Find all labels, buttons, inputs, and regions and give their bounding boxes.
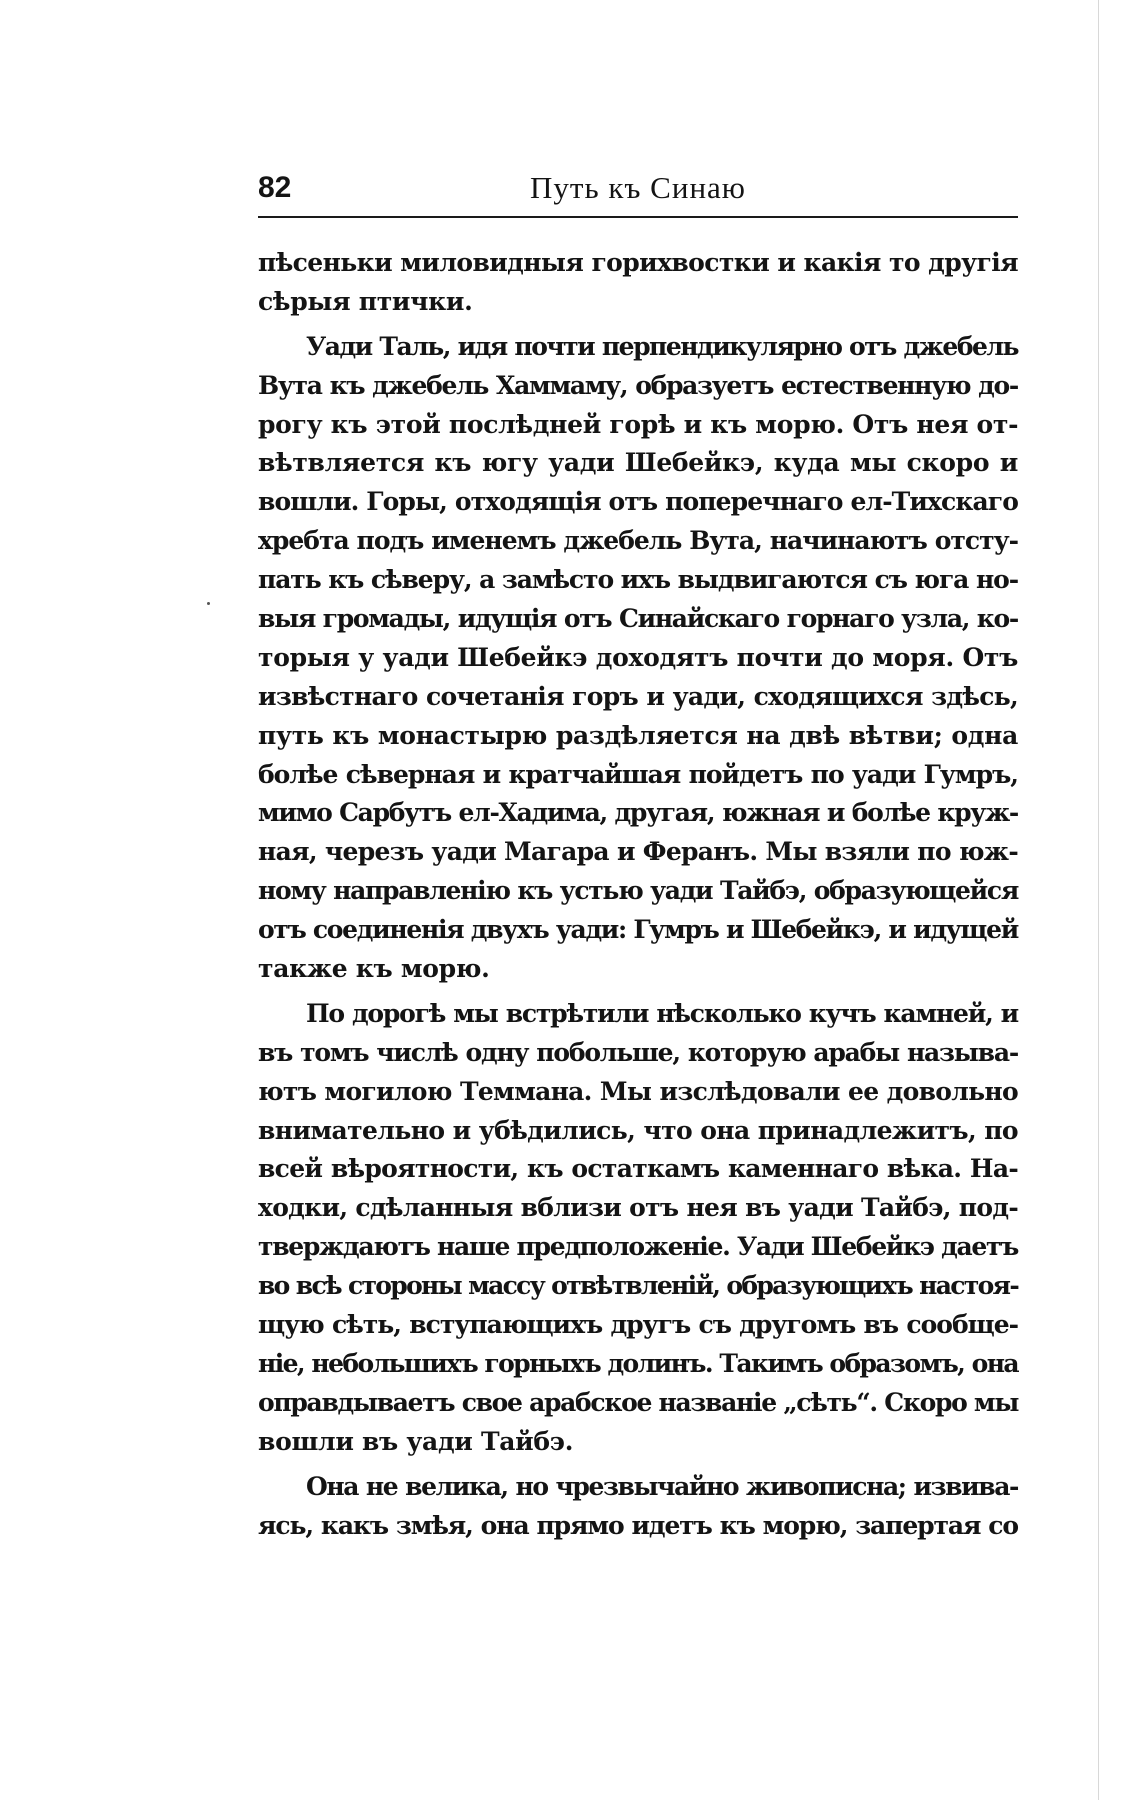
- print-speck: [207, 602, 210, 605]
- text-line: въ томъ числѣ одну побольше, которую арабы называ-: [258, 1037, 1018, 1067]
- text-line: пать къ сѣверу, а замѣсто ихъ выдвигаются съ юга но-: [258, 565, 1018, 595]
- text-line: хребта подъ именемъ джебель Вута, начинаютъ отсту-: [258, 526, 1018, 556]
- text-line: вошли въ уади Тайбэ.: [258, 1426, 574, 1456]
- text-line: ніе, небольшихъ горныхъ долинъ. Такимъ образомъ, она: [258, 1348, 1018, 1378]
- text-line: щую сѣть, вступающихъ другъ съ другомъ въ сообще-: [258, 1310, 1018, 1340]
- text-line: во всѣ стороны массу отвѣтвленій, образующихъ настоя-: [258, 1271, 1018, 1301]
- text-line: пѣсеньки миловидныя горихвостки и какія то другія: [258, 248, 1018, 277]
- text-line: мимо Сарбутъ ел-Хадима, другая, южная и болѣе круж-: [258, 798, 1018, 828]
- text-line: По дорогѣ мы встрѣтили нѣсколько кучъ камней, и: [306, 998, 1018, 1028]
- text-line: ная, черезъ уади Магара и Феранъ. Мы взяли по юж-: [258, 837, 1018, 867]
- text-line: тверждаютъ наше предположеніе. Уади Шебейкэ даетъ: [258, 1232, 1019, 1262]
- text-line: Вута къ джебель Хаммаму, образуетъ естественную до-: [258, 370, 1018, 400]
- text-line: ютъ могилою Теммана. Мы изслѣдовали ее довольно: [258, 1076, 1018, 1106]
- text-line: путь къ монастырю раздѣляется на двѣ вѣтви; одна: [258, 720, 1018, 750]
- text-line: выя громады, идущія отъ Синайскаго горнаго узла, ко-: [258, 604, 1018, 634]
- body-text: [258, 244, 1018, 1545]
- page-edge-line: [1098, 0, 1099, 1800]
- page-header: [258, 168, 1018, 212]
- text-line: вѣтвляется къ югу уади Шебейкэ, куда мы скоро и: [258, 448, 1018, 478]
- text-line: ному направленію къ устью уади Тайбэ, образующейся: [258, 876, 1018, 906]
- text-line: ходки, сдѣланныя вблизи отъ нея въ уади Тайбэ, под-: [258, 1193, 1018, 1223]
- text-line: сѣрыя птички.: [258, 286, 473, 316]
- text-line: также къ морю.: [258, 954, 490, 984]
- header-rule: [258, 216, 1018, 218]
- text-line: Уади Таль, идя почти перпендикулярно отъ джебель: [306, 331, 1018, 361]
- text-line: оправдываетъ свое арабское названіе „сѣть“. Скоро мы: [258, 1387, 1019, 1417]
- running-title: Путь къ Синаю: [530, 170, 746, 205]
- text-line: внимательно и убѣдились, что она принадлежитъ, по: [258, 1115, 1018, 1145]
- text-line: вошли. Горы, отходящія отъ поперечнаго ел-Тихскаго: [258, 487, 1018, 517]
- text-line: Она не велика, но чрезвычайно живописна; извива-: [306, 1471, 1018, 1501]
- text-line: торыя у уади Шебейкэ доходятъ почти до моря. Отъ: [258, 642, 1018, 672]
- page-number: 82: [258, 171, 292, 204]
- text-line: болѣе сѣверная и кратчайшая пойдетъ по уади Гумръ,: [258, 759, 1018, 789]
- text-line: ясь, какъ змѣя, она прямо идетъ къ морю, запертая со: [258, 1510, 1018, 1540]
- text-line: отъ соединенія двухъ уади: Гумръ и Шебейкэ, и идущей: [258, 915, 1018, 945]
- text-line: всей вѣроятности, къ остаткамъ каменнаго вѣка. На-: [258, 1154, 1018, 1184]
- text-line: извѣстнаго сочетанія горъ и уади, сходящихся здѣсь,: [258, 681, 1018, 711]
- text-line: рогу къ этой послѣдней горѣ и къ морю. Отъ нея от-: [258, 409, 1019, 439]
